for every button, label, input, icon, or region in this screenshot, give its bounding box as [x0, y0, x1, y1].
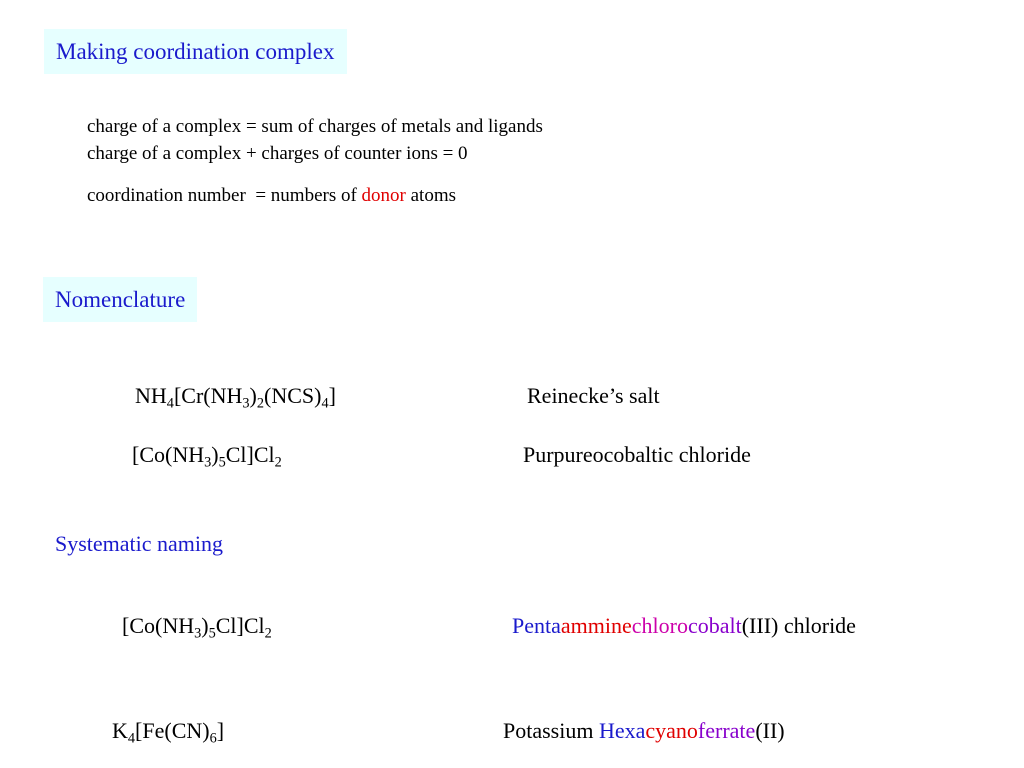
formula-subscript: 4 — [321, 395, 329, 412]
name-purpureo: Purpureocobaltic chloride — [523, 442, 751, 467]
systematic-name-cobalt — [512, 615, 856, 637]
systematic-name-ferrate — [503, 720, 785, 742]
formula-subscript: 5 — [218, 454, 226, 471]
formula-subscript: 3 — [204, 454, 212, 471]
formula-subscript: 3 — [194, 625, 202, 642]
name-oxidation-state: (II) — [755, 718, 785, 743]
formula-subscript: 4 — [166, 395, 174, 412]
formula-text: ) — [201, 613, 209, 638]
name-ligand-chloro: chloro — [631, 613, 688, 638]
name-metal-cobalt: cobalt — [687, 613, 742, 638]
donor-highlight: donor — [361, 185, 406, 206]
formula-subscript: 6 — [209, 730, 217, 747]
formula-text: [Co(NH — [132, 442, 205, 467]
formula-text: [Fe(CN) — [135, 718, 210, 743]
formula-text: Cl]Cl — [215, 613, 265, 638]
name-ligand-ammine: ammine — [560, 613, 632, 638]
section-heading-making-complex: Making coordination complex — [44, 29, 347, 74]
name-prefix-hexa: Hexa — [598, 718, 646, 743]
formula-ferrocyanide — [112, 718, 225, 747]
section-heading-nomenclature: Nomenclature — [43, 277, 197, 322]
name-metal-ferrate: ferrate — [697, 718, 756, 743]
formula-text: NH — [135, 383, 167, 408]
formula-text: ] — [328, 383, 336, 408]
name-prefix-penta: Penta — [512, 613, 561, 638]
formula-subscript: 4 — [127, 730, 136, 747]
rule-charge-balance: charge of a complex + charges of counter ions = 0 — [87, 143, 468, 164]
formula-reinecke — [135, 383, 336, 412]
name-ligand-cyano: cyano — [645, 718, 698, 743]
rule-coordination-number — [87, 186, 456, 205]
formula-subscript: 5 — [208, 625, 216, 642]
formula-text: [Co(NH — [122, 613, 195, 638]
rule-coordination-prefix: coordination number = numbers of — [87, 185, 362, 206]
formula-text: [Cr(NH — [173, 383, 243, 408]
formula-subscript: 2 — [264, 625, 272, 642]
formula-text: Cl]Cl — [225, 442, 275, 467]
rule-coordination-suffix: atoms — [405, 185, 457, 206]
rule-charge-sum: charge of a complex = sum of charges of metals and ligands — [87, 116, 543, 137]
formula-text: K — [112, 718, 128, 743]
formula-subscript: 3 — [242, 395, 250, 412]
formula-text: ] — [216, 718, 225, 743]
formula-cobalt-complex — [122, 613, 272, 642]
name-counterion-potassium: Potassium — [503, 718, 599, 743]
formula-text: ) — [211, 442, 219, 467]
formula-subscript: 2 — [256, 395, 265, 412]
formula-subscript: 2 — [274, 454, 282, 471]
formula-text: ) — [249, 383, 257, 408]
formula-purpureo — [132, 442, 282, 471]
name-oxidation-counterion: (III) chloride — [741, 613, 856, 638]
section-heading-systematic: Systematic naming — [55, 531, 224, 556]
formula-text: (NCS) — [264, 383, 322, 408]
name-reinecke: Reinecke’s salt — [527, 383, 660, 408]
